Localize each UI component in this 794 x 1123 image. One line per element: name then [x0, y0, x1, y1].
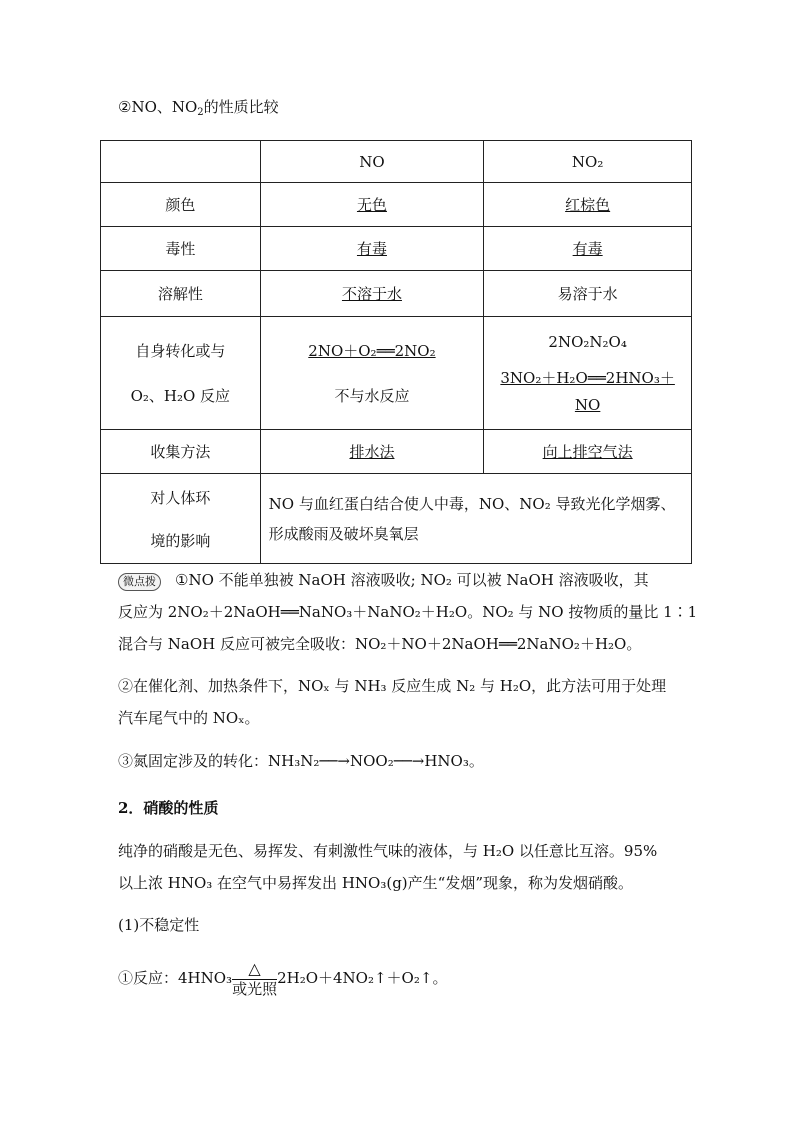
header-cell: [101, 141, 261, 183]
reaction-equation: ①反应：4HNO₃ $\frac{\triangle}{\text{或光照}}$ 2H₂O＋4NO₂↑＋O₂↑。: [118, 959, 448, 998]
reaction-condition: $\frac{\triangle}{\text{或光照}}$: [232, 959, 278, 998]
note-block: [118, 564, 698, 660]
row-label: 收集方法: [101, 430, 261, 474]
cell-impact: NO 与血红蛋白结合使人中毒，NO、NO₂ 导致光化学烟雾、 形成酸雨及破坏臭氧层: [260, 474, 691, 564]
row-label: 毒性: [101, 227, 261, 271]
note-line: 混合与 NaOH 反应可被完全吸收：NO₂＋NO＋2NaOH══2NaNO₂＋H₂O。: [118, 635, 642, 653]
cell-no2: 红棕色: [484, 183, 692, 227]
row-label: 溶解性: [101, 271, 261, 317]
table-row: [101, 317, 692, 430]
note-p3: ③氮固定涉及的转化：NH₃N₂──→NOO₂──→HNO₃。: [118, 752, 484, 770]
table-header-row: [101, 141, 692, 183]
note-p2: ②在催化剂、加热条件下，NOₓ 与 NH₃ 反应生成 N₂ 与 H₂O，此方法可用于处理 汽车尾气中的 NOₓ。: [118, 677, 667, 727]
section2-title: 2．硝酸的性质: [118, 799, 219, 817]
header-cell: NO₂: [484, 141, 692, 183]
table-row: [101, 474, 692, 564]
row-label: 自身转化或与 O₂、H₂O 反应: [101, 317, 261, 430]
subsection-title: (1)不稳定性: [118, 916, 200, 934]
section2-paragraph: 纯净的硝酸是无色、易挥发、有刺激性气味的液体，与 H₂O 以任意比互溶。95% 以上浓 HNO₃ 在空气中易挥发出 HNO₃(g)产生“发烟”现象，称为发烟硝酸。: [118, 842, 658, 892]
comparison-table: [100, 140, 692, 564]
cell-no: 排水法: [260, 430, 484, 474]
cell-no: 无色: [260, 183, 484, 227]
table-row: [101, 183, 692, 227]
cell-no2: 2NO₂N₂O₄ 3NO₂＋H₂O══2HNO₃＋ NO: [484, 317, 692, 430]
table-row: [101, 227, 692, 271]
note-line: 微点拨 ①NO 不能单独被 NaOH 溶液吸收; NO₂ 可以被 NaOH 溶液吸收，其: [118, 564, 698, 596]
note-badge: 微点拨: [118, 573, 161, 591]
cell-no: 2NO＋O₂══2NO₂ 不与水反应: [260, 317, 484, 430]
cell-no2: 易溶于水: [484, 271, 692, 317]
cell-no2: 有毒: [484, 227, 692, 271]
table-row: [101, 271, 692, 317]
cell-no: 有毒: [260, 227, 484, 271]
cell-no: 不溶于水: [260, 271, 484, 317]
table-row: [101, 430, 692, 474]
section-title: ②NO、$NO_2$的性质比较: [118, 98, 279, 118]
note-line: 反应为 2NO₂＋2NaOH══NaNO₃＋NaNO₂＋H₂O。NO₂ 与 NO 按物质的量比 1∶1: [118, 603, 698, 621]
cell-no2: 向上排空气法: [484, 430, 692, 474]
row-label: 颜色: [101, 183, 261, 227]
header-cell: NO: [260, 141, 484, 183]
row-label: 对人体环 境的影响: [101, 474, 261, 564]
